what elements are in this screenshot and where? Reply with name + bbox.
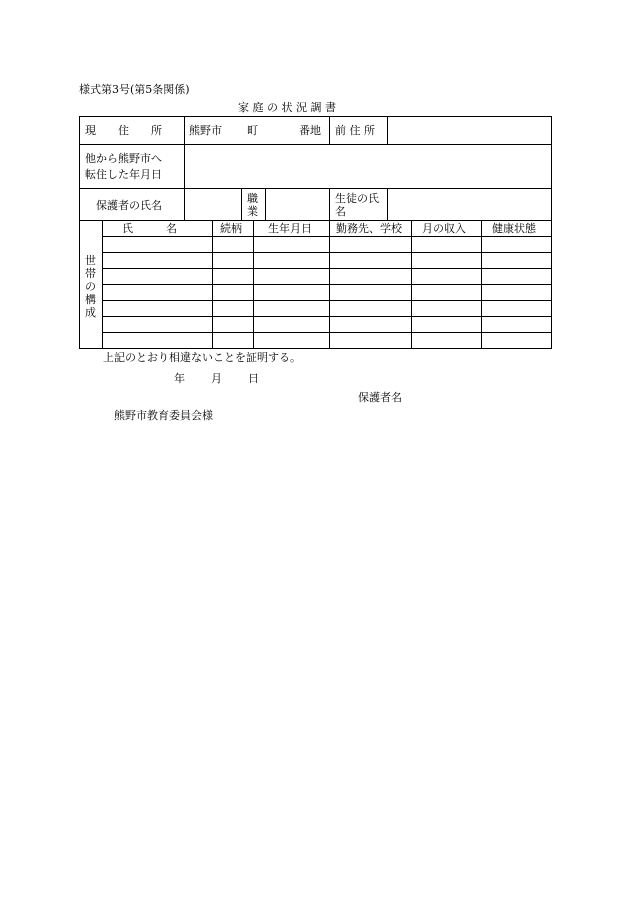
day-label: 日 [248, 372, 259, 385]
col-divider [253, 220, 254, 348]
col-divider [387, 116, 388, 144]
occupation-field[interactable] [268, 191, 327, 218]
household-side-label-char: の [85, 280, 96, 293]
move-date-label-line2: 転住した年月日 [85, 168, 162, 181]
table-border-bottom [79, 348, 552, 349]
table-border-top [79, 116, 552, 117]
table-border-right [551, 116, 552, 349]
column-header-workplace: 勤務先、学校 [336, 222, 402, 235]
household-row-line [102, 268, 552, 269]
year-label: 年 [174, 372, 185, 385]
move-date-label-line1: 他から熊野市へ [85, 152, 162, 165]
student-name-label-line2: 名 [335, 205, 346, 218]
table-border-left [79, 116, 80, 349]
col-divider [329, 116, 330, 144]
previous-address-label: 前 住 所 [335, 124, 375, 137]
col-divider [387, 188, 388, 220]
address-label: 現 住 所 [85, 124, 162, 137]
address-banchi: 番地 [299, 124, 321, 137]
household-side-label-char: 構 [85, 293, 96, 306]
address-town: 町 [247, 124, 258, 137]
household-row-line [102, 300, 552, 301]
household-side-label-char: 成 [85, 306, 96, 319]
guardian-name-label: 保護者の氏名 [96, 199, 162, 212]
household-row-line [102, 252, 552, 253]
col-divider [329, 220, 330, 348]
column-header-relationship: 続柄 [220, 222, 242, 235]
col-divider [241, 188, 242, 220]
col-divider [411, 220, 412, 348]
previous-address-field[interactable] [390, 119, 550, 142]
row-divider [79, 144, 552, 145]
certification-statement: 上記のとおり相違ないことを証明する。 [103, 351, 301, 364]
occupation-label-line2: 業 [247, 205, 258, 218]
move-date-field[interactable] [187, 147, 549, 186]
household-row-line [102, 236, 552, 237]
row-divider [79, 188, 552, 189]
address-city: 熊野市 [189, 124, 222, 137]
column-header-name: 氏 名 [122, 222, 177, 235]
col-divider [265, 188, 266, 220]
occupation-label-line1: 職 [247, 192, 258, 205]
col-divider [212, 220, 213, 348]
guardian-name-field[interactable] [187, 191, 239, 218]
date-line [174, 372, 259, 385]
guardian-signature-label: 保護者名 [358, 391, 402, 404]
column-header-birthdate: 生年月日 [268, 222, 312, 235]
month-label: 月 [211, 372, 222, 385]
student-name-label-line1: 生徒の氏 [335, 192, 379, 205]
col-divider [102, 220, 103, 348]
household-row-line [102, 316, 552, 317]
column-header-income: 月の収入 [422, 222, 466, 235]
col-divider [184, 116, 185, 188]
household-side-label-char: 世 [85, 254, 96, 267]
form-number: 様式第3号(第5条関係) [79, 83, 190, 96]
col-divider [184, 188, 185, 220]
col-divider [481, 220, 482, 348]
column-header-health: 健康状態 [492, 222, 536, 235]
document-title: 家 庭 の 状 況 調 書 [238, 101, 336, 114]
col-divider [329, 188, 330, 220]
student-name-field[interactable] [390, 191, 550, 218]
household-side-label-char: 帯 [85, 267, 96, 280]
household-row-line [102, 284, 552, 285]
household-row-line [102, 332, 552, 333]
addressee: 熊野市教育委員会様 [114, 409, 213, 422]
